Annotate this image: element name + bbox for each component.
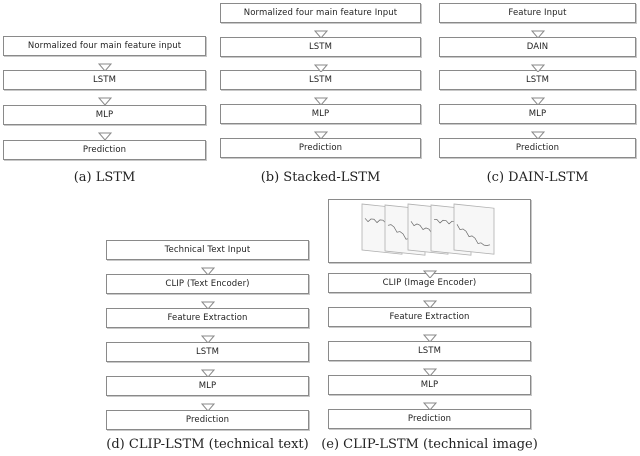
box-b-lstm-2: LSTM [220, 70, 421, 90]
down-arrow-icon [531, 57, 545, 76]
box-c-prediction: Prediction [439, 138, 636, 158]
box-a-lstm: LSTM [3, 70, 206, 90]
box-d-clip-text: CLIP (Text Encoder) [106, 274, 309, 294]
box-b-lstm-1: LSTM [220, 37, 421, 57]
box-c-dain: DAIN [439, 37, 636, 57]
down-arrow-icon [423, 361, 437, 380]
caption-d: (d) CLIP-LSTM (technical text) [106, 437, 309, 452]
down-arrow-icon [314, 90, 328, 109]
down-arrow-icon [201, 328, 215, 347]
box-c-mlp: MLP [439, 104, 636, 124]
down-arrow-icon [314, 23, 328, 42]
box-a-mlp: MLP [3, 105, 206, 125]
box-d-feature-extraction: Feature Extraction [106, 308, 309, 328]
box-d-mlp: MLP [106, 376, 309, 396]
down-arrow-icon [201, 362, 215, 381]
down-arrow-icon [423, 263, 437, 282]
down-arrow-icon [531, 90, 545, 109]
down-arrow-icon [423, 395, 437, 414]
box-a-prediction: Prediction [3, 140, 206, 160]
down-arrow-icon [201, 396, 215, 415]
box-d-lstm: LSTM [106, 342, 309, 362]
box-b-prediction: Prediction [220, 138, 421, 158]
caption-b: (b) Stacked-LSTM [260, 170, 381, 185]
box-b-mlp: MLP [220, 104, 421, 124]
box-d-prediction: Prediction [106, 410, 309, 430]
down-arrow-icon [98, 90, 112, 109]
box-a-input: Normalized four main feature input [3, 36, 206, 56]
caption-c: (c) DAIN-LSTM [486, 170, 589, 185]
box-e-mlp: MLP [328, 375, 531, 395]
down-arrow-icon [531, 124, 545, 143]
down-arrow-icon [423, 293, 437, 312]
box-c-input: Feature Input [439, 3, 636, 23]
down-arrow-icon [201, 294, 215, 313]
down-arrow-icon [98, 56, 112, 75]
box-b-input: Normalized four main feature Input [220, 3, 421, 23]
box-e-feature-extraction: Feature Extraction [328, 307, 531, 327]
down-arrow-icon [98, 125, 112, 144]
box-e-lstm: LSTM [328, 341, 531, 361]
stacked-chart-images-icon [329, 200, 530, 262]
down-arrow-icon [314, 124, 328, 143]
down-arrow-icon [201, 260, 215, 279]
down-arrow-icon [531, 23, 545, 42]
chart-thumbnail-icon [454, 204, 494, 254]
box-c-lstm: LSTM [439, 70, 636, 90]
caption-a: (a) LSTM [73, 170, 136, 185]
box-e-clip-image: CLIP (Image Encoder) [328, 273, 531, 293]
box-e-image-input [328, 199, 531, 263]
box-e-prediction: Prediction [328, 409, 531, 429]
down-arrow-icon [314, 57, 328, 76]
caption-e: (e) CLIP-LSTM (technical image) [321, 437, 538, 452]
down-arrow-icon [423, 327, 437, 346]
box-d-input: Technical Text Input [106, 240, 309, 260]
